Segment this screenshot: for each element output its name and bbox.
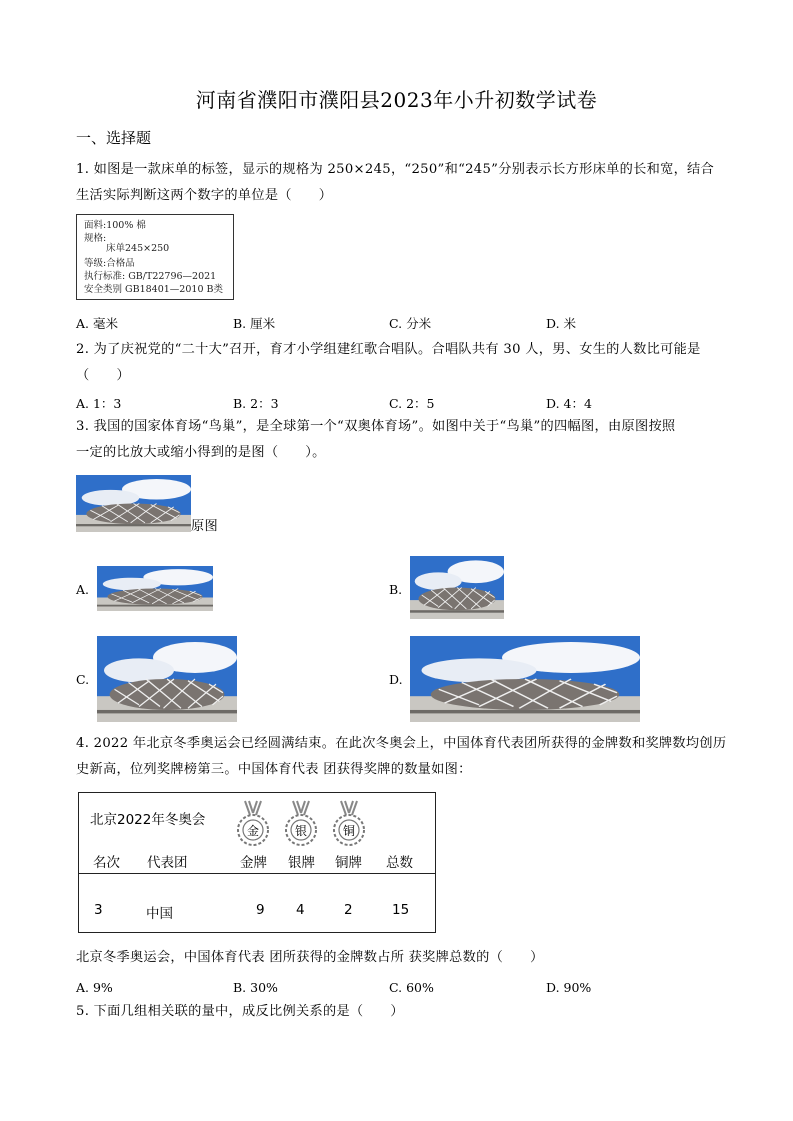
q1-option-c[interactable]: C. 分米 [389,316,432,331]
page-title: 河南省濮阳市濮阳县2023年小升初数学试卷 [195,88,598,112]
option-c-stadium-image[interactable] [97,636,237,722]
option-b-stadium-image[interactable] [410,556,504,619]
gold-medal-icon [236,799,270,847]
q2-option-c[interactable]: C. 2：5 [389,396,435,411]
question-1 [76,157,726,209]
q3-option-b[interactable]: B. [389,582,403,597]
q2-option-a[interactable]: A. 1：3 [76,396,122,411]
question-4-line-2: 史新高，位列奖牌榜第三。中国体育代表 团获得奖牌的数量如图： [76,762,472,777]
cell-bronze: 2 [344,902,353,918]
header-gold: 金牌 [240,855,267,871]
header-bronze: 铜牌 [335,855,362,871]
question-3 [76,414,726,466]
original-image-label: 原图 [191,519,218,534]
question-1-line-1: 1. 如图是一款床单的标签，显示的规格为 250×245，“250”和“245”分别表示长方形床单的长和宽，结合 [76,162,715,177]
option-d-stadium-image[interactable] [410,636,640,722]
header-silver: 银牌 [288,855,315,871]
q4-option-d[interactable]: D. 90% [546,980,592,995]
q1-option-b[interactable]: B. 厘米 [233,316,276,331]
header-rank: 名次 [93,855,120,871]
cell-total: 15 [392,902,410,918]
question-3-line-1: 3. 我国的国家体育场“鸟巢”，是全球第一个“双奥体育场”。如图中关于“鸟巢”的四幅图，由原图按照 [76,419,676,434]
q1-option-d[interactable]: D. 米 [546,316,577,331]
q2-option-b[interactable]: B. 2：3 [233,396,279,411]
bronze-medal-label: 铜 [342,824,356,838]
silver-medal-icon [284,799,318,847]
q4-option-a[interactable]: A. 9% [76,980,113,995]
q4-option-c[interactable]: C. 60% [389,980,434,995]
label-grade: 等级:合格品 [84,258,135,269]
header-delegation: 代表团 [147,855,188,871]
question-3-line-2: 一定的比放大或缩小得到的是图（ ）。 [76,445,326,460]
original-stadium-image [76,475,191,532]
question-5: 5. 下面几组相关联的量中，成反比例关系的是（ ） [76,1004,404,1019]
header-total: 总数 [386,855,413,871]
q3-option-d[interactable]: D. [389,672,403,687]
medal-table-caption: 北京2022年冬奥会 [90,812,206,828]
cell-silver: 4 [296,902,305,918]
question-4-line-1: 4. 2022 年北京冬季奥运会已经圆满结束。在此次冬奥会上，中国体育代表团所获得的金牌数和奖牌数均创历 [76,736,727,751]
label-standard: 执行标准: GB/T22796—2021 [84,271,217,282]
cell-rank: 3 [94,902,103,918]
q4-option-b[interactable]: B. 30% [233,980,278,995]
gold-medal-label: 金 [246,824,260,838]
medal-table-image [78,792,436,933]
cell-delegation: 中国 [146,906,173,922]
label-spec-value: 床单245×250 [106,243,170,254]
option-a-stadium-image[interactable] [97,566,213,611]
question-2-line-1: 2. 为了庆祝党的“二十大”召开，育才小学组建红歌合唱队。合唱队共有 30 人，男、女生的人数比可能是 [76,342,701,357]
section-heading: 一、选择题 [76,129,152,147]
bronze-medal-icon [332,799,366,847]
question-2 [76,337,726,389]
bedsheet-label-image [76,214,234,300]
question-4-prompt: 北京冬季奥运会，中国体育代表 团所获得的金牌数占所 获奖牌总数的（ ） [76,950,544,965]
label-spec: 规格: [84,233,107,244]
silver-medal-label: 银 [294,824,308,838]
label-fabric: 面料:100% 棉 [84,220,146,231]
q1-option-a[interactable]: A. 毫米 [76,316,118,331]
q3-option-c[interactable]: C. [76,672,90,687]
table-divider [79,873,435,874]
label-safety: 安全类别 GB18401—2010 B类 [84,284,223,295]
cell-gold: 9 [256,902,265,918]
question-1-line-2: 生活实际判断这两个数字的单位是（ ） [76,188,333,203]
q3-option-a[interactable]: A. [76,582,90,597]
question-2-line-2: （ ） [76,368,130,383]
question-4 [76,731,726,783]
q2-option-d[interactable]: D. 4：4 [546,396,592,411]
